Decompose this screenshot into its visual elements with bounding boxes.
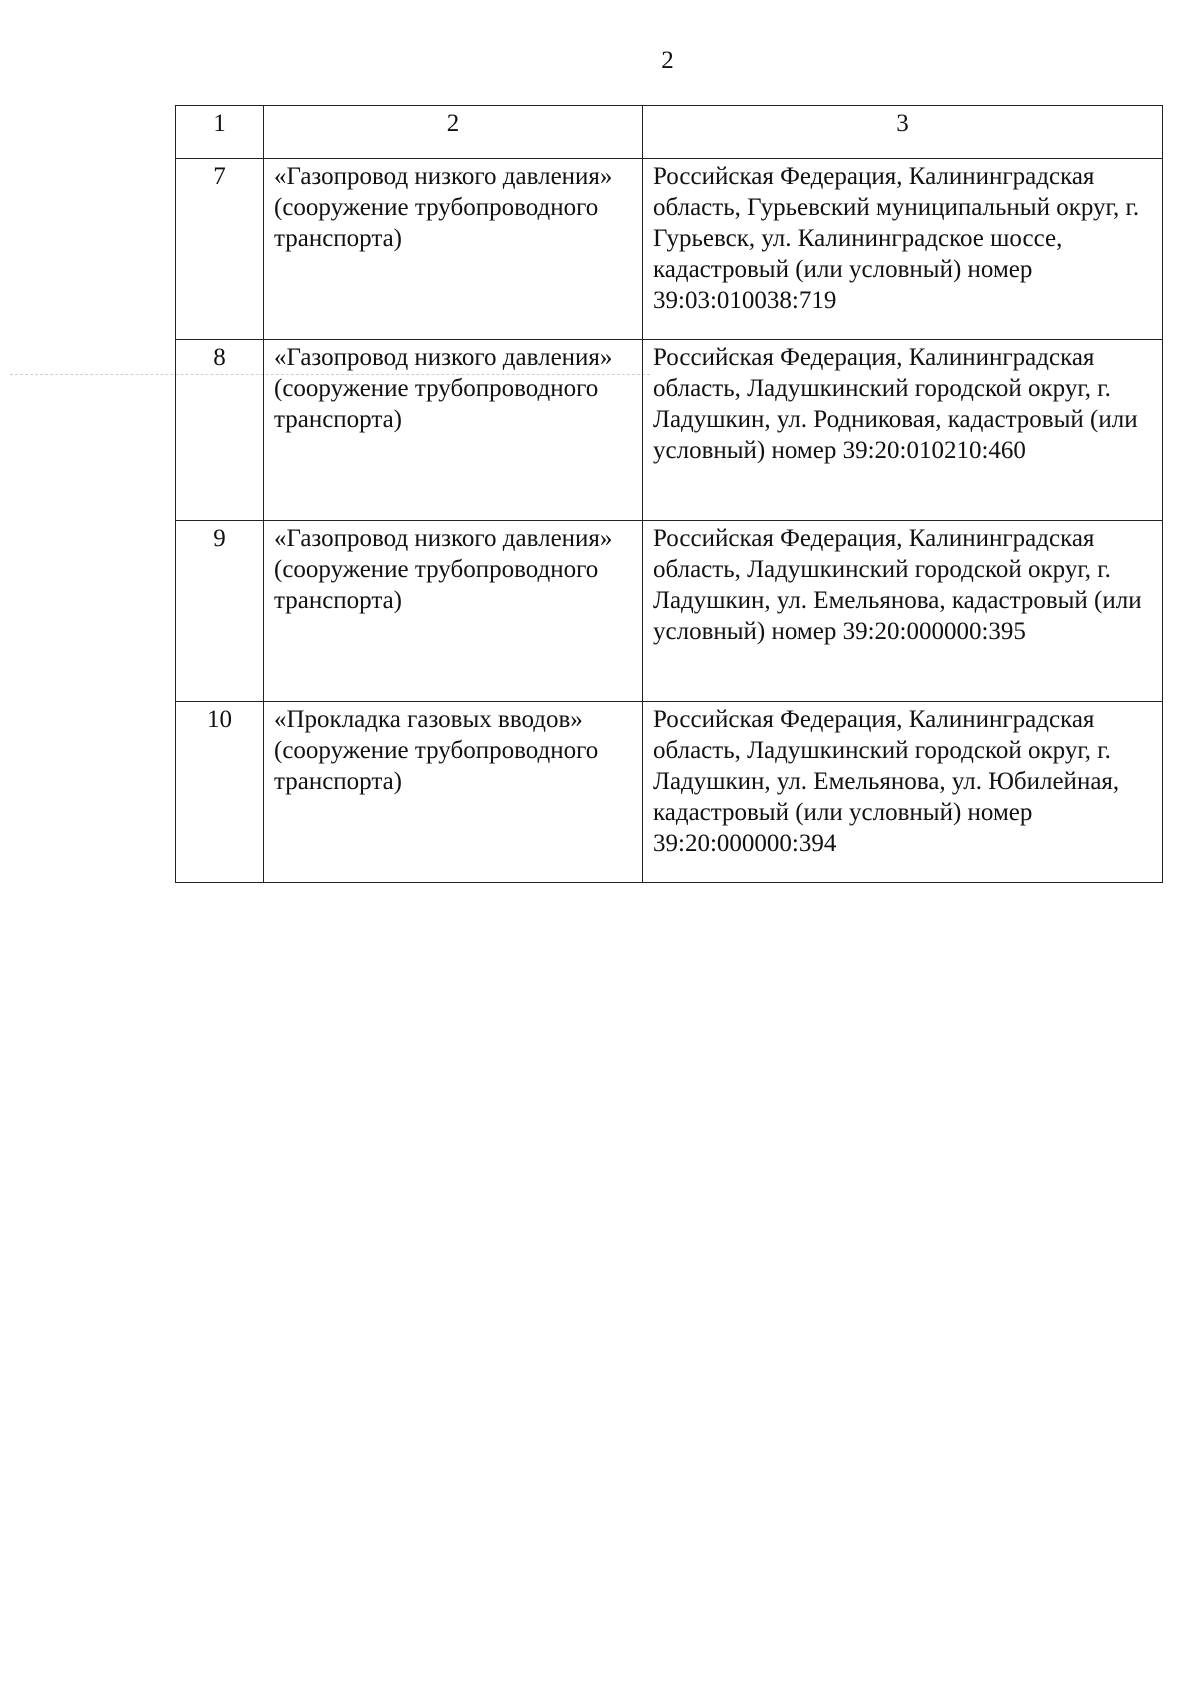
column-header-object: 2 [264,106,643,159]
row-address: Российская Федерация, Калининградская область, Гурьевский муниципальный округ, г. Гурьевск, ул. Калининградское шоссе, кадастровый (или условный) номер 39:03:010038:719 [643,159,1163,340]
table-header-row [176,106,1163,159]
row-address: Российская Федерация, Калининградская область, Ладушкинский городской округ, г. Ладушкин, ул. Емельянова, кадастровый (или условный) номер 39:20:000000:395 [643,521,1163,702]
row-number: 7 [176,159,264,340]
column-header-address: 3 [643,106,1163,159]
column-header-number: 1 [176,106,264,159]
row-object-name: «Газопровод низкого давления» (сооружение трубопроводного транспорта) [264,521,643,702]
row-address: Российская Федерация, Калининградская область, Ладушкинский городской округ, г. Ладушкин, ул. Емельянова, ул. Юбилейная, кадастровый (или условный) номер 39:20:000000:394 [643,702,1163,883]
page-number: 2 [661,47,674,74]
row-object-name: «Газопровод низкого давления» (сооружение трубопроводного транспорта) [264,340,643,521]
row-object-name: «Прокладка газовых вводов» (сооружение трубопроводного транспорта) [264,702,643,883]
row-number: 10 [176,702,264,883]
row-number: 9 [176,521,264,702]
objects-table [175,105,1163,883]
table-row [176,159,1163,340]
table-row [176,702,1163,883]
table-row [176,340,1163,521]
table-row [176,521,1163,702]
row-number: 8 [176,340,264,521]
row-address: Российская Федерация, Калининградская область, Ладушкинский городской округ, г. Ладушкин, ул. Родниковая, кадастровый (или условный) номер 39:20:010210:460 [643,340,1163,521]
row-object-name: «Газопровод низкого давления» (сооружение трубопроводного транспорта) [264,159,643,340]
